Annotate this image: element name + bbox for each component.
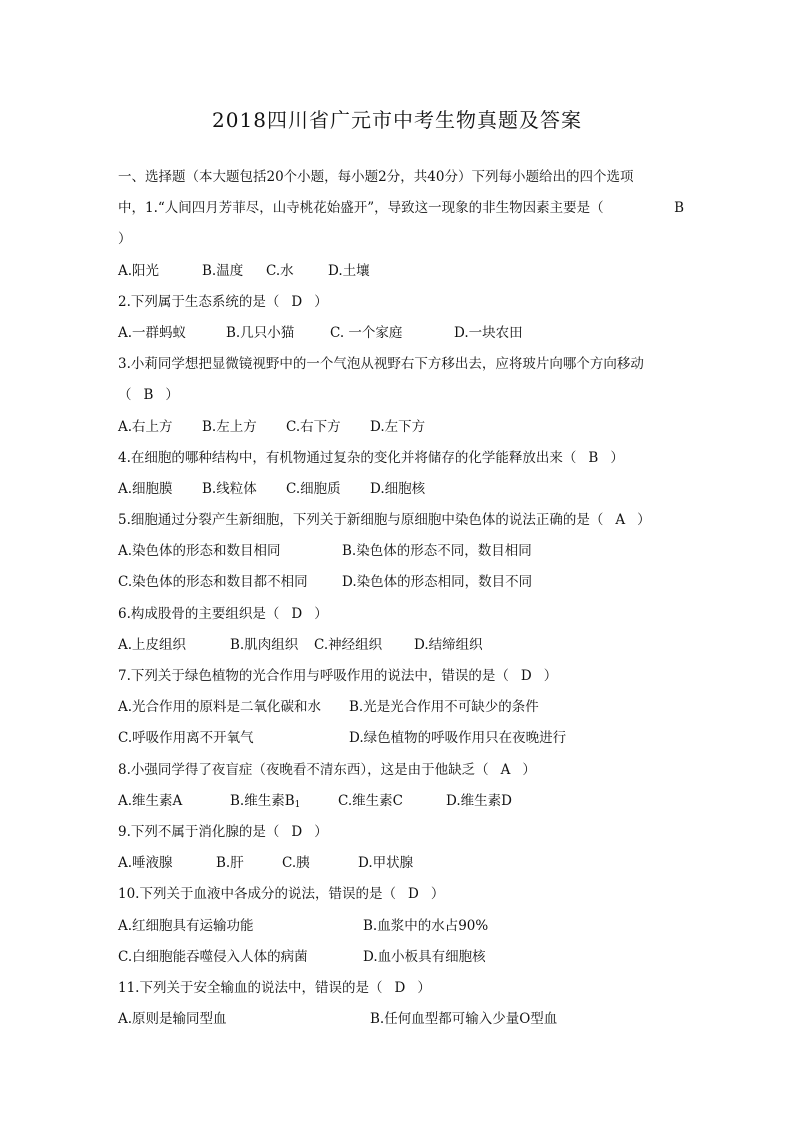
q10-option-d: D.血小板具有细胞核 [363,948,486,965]
q2-stem-line [118,287,684,318]
q4-answer: B [588,449,599,466]
q1-option-d: D.土壤 [328,262,370,279]
q9-stem-line [118,817,684,848]
q6-close-paren: ） [314,605,328,622]
q10-option-c: C.白细胞能吞噬侵入人体的病菌 [118,948,308,965]
q8-option-b-wrap [230,786,338,821]
q10-stem-line [118,879,684,910]
q5-option-b: B.染色体的形态不同，数目相同 [342,543,532,560]
q2-close-paren: ） [314,293,328,310]
q2-options [118,318,684,349]
q10-option-a: A.红细胞具有运输功能 [118,917,254,934]
q3-stem-line-2 [118,380,684,411]
q1-stem-line [118,193,684,224]
q11-stem-text: 11.下列关于安全输血的说法中，错误的是（ [118,979,383,996]
q2-answer: D [291,293,303,310]
q1-options [118,256,684,287]
q10-options-row-2 [118,942,684,973]
q1-stem-close [118,224,684,255]
q1-close-paren: ） [118,231,132,248]
q8-option-d: D.维生素D [446,792,512,809]
q10-option-b: B.血浆中的水占90% [363,917,489,934]
q6-option-c: C.神经组织 [314,636,383,653]
q7-option-c: C.呼吸作用离不开氧气 [118,730,254,747]
q6-options [118,630,684,661]
q5-stem-text: 5.细胞通过分裂产生新细胞，下列关于新细胞与原细胞中染色体的说法正确的是（ [118,512,604,529]
q9-option-d: D.甲状腺 [358,855,414,872]
question-list [118,162,684,1035]
q3-stem-text: 3.小莉同学想把显微镜视野中的一个气泡从视野右下方移出去，应将玻片向哪个方向移动 [118,356,644,373]
q11-stem-line [118,973,684,1004]
q5-option-c: C.染色体的形态和数目都不相同 [118,574,308,591]
q11-option-b: B.任何血型都可输入少量O型血 [370,1011,558,1028]
q7-answer: D [520,668,532,684]
q1-option-c: C.水 [266,262,294,279]
q3-option-d: D.左下方 [370,418,426,435]
q3-option-a: A.右上方 [118,418,173,435]
q10-options-row-1 [118,911,684,942]
q3-options [118,412,684,443]
q5-stem-line [118,505,684,536]
q9-answer: D [291,823,303,840]
q2-stem-text: 2.下列属于生态系统的是（ [118,293,280,310]
q8-close-paren: ） [522,761,536,778]
q4-stem-line [118,443,684,474]
q3-answer: B [143,387,154,404]
q11-answer: D [394,979,406,996]
q4-option-b: B.线粒体 [202,480,257,497]
q1-option-a: A.阳光 [118,262,160,279]
q9-close-paren: ） [314,823,328,840]
q5-answer: A [615,512,626,529]
q10-close-paren: ） [430,886,445,903]
q8-options [118,786,684,817]
q6-option-a: A.上皮组织 [118,636,187,653]
q3-stem-line [118,349,684,380]
q2-option-c: C. 一个家庭 [330,324,403,341]
q5-close-paren: ） [637,512,651,529]
q9-options [118,848,684,879]
q7-option-d: D.绿色植物的呼吸作用只在夜晚进行 [349,730,567,747]
q11-option-a: A.原则是输同型血 [118,1011,227,1028]
q1-stem-text: 中，1.“人间四月芳菲尽，山寺桃花始盛开”，导致这一现象的非生物因素主要是（ [118,200,604,217]
q5-options-row-1 [118,536,684,567]
q3-option-b: B.左上方 [202,418,257,435]
q5-option-d: D.染色体的形态相同，数目不同 [342,574,533,591]
q2-option-d: D.一块农田 [454,324,523,341]
q8-stem-line [118,755,684,786]
q4-option-c: C.细胞质 [286,480,341,497]
section-intro-line-1 [118,162,684,193]
q1-answer: B [674,200,684,217]
q7-options-row-2 [118,723,684,754]
q4-stem-text: 4.在细胞的哪种结构中，有机物通过复杂的变化并将储存的化学能释放出来（ [118,449,577,466]
section-intro-text: 一、选择题（本大题包括20个小题，每小题2分，共40分）下列每小题给出的四个选项 [118,169,634,185]
q9-option-c: C.胰 [282,855,310,872]
q6-stem-line [118,599,684,630]
q5-option-a: A.染色体的形态和数目相同 [118,543,281,560]
q9-option-b: B.肝 [216,855,244,872]
q6-answer: D [291,605,303,622]
q7-stem-text: 7.下列关于绿色植物的光合作用与呼吸作用的说法中，错误的是（ [118,668,509,684]
q8-answer: A [500,761,511,778]
page-title: 2018四川省广元市中考生物真题及答案 [212,108,582,132]
q4-options [118,474,684,505]
q10-answer: D [407,886,419,903]
q2-option-b: B.几只小猫 [226,324,295,341]
q8-option-b-subscript: 1 [294,799,301,810]
q6-option-d: D.结缔组织 [414,636,483,653]
q3-open-paren: （ [118,387,132,404]
q1-option-b: B.温度 [202,262,244,279]
q2-option-a: A.一群蚂蚁 [118,324,187,341]
q7-option-a: A.光合作用的原料是二氧化碳和水 [118,699,322,716]
q8-option-a: A.维生素A [118,792,183,809]
q8-stem-text: 8.小强同学得了夜盲症（夜晚看不清东西），这是由于他缺乏（ [118,761,489,778]
q11-options-row-1 [118,1004,684,1035]
q6-option-b: B.肌肉组织 [230,636,299,653]
q7-option-b: B.光是光合作用不可缺少的条件 [349,699,539,716]
q8-option-c: C.维生素C [338,792,403,809]
q4-option-a: A.细胞膜 [118,480,173,497]
q7-options-row-1 [118,692,684,723]
q9-stem-text: 9.下列不属于消化腺的是（ [118,823,280,840]
q6-stem-text: 6.构成股骨的主要组织是（ [118,605,280,622]
q7-stem-line [118,661,684,692]
q8-option-b: B.维生素B [230,792,295,809]
q11-close-paren: ） [417,979,431,996]
q3-option-c: C.右下方 [286,418,341,435]
q9-option-a: A.唾液腺 [118,855,173,872]
q10-stem-text: 10.下列关于血液中各成分的说法，错误的是（ [118,886,396,903]
q4-close-paren: ） [610,449,624,466]
q4-option-d: D.细胞核 [370,480,426,497]
q7-close-paren: ） [543,668,558,684]
q5-options-row-2 [118,567,684,598]
q3-close-paren: ） [165,387,179,404]
